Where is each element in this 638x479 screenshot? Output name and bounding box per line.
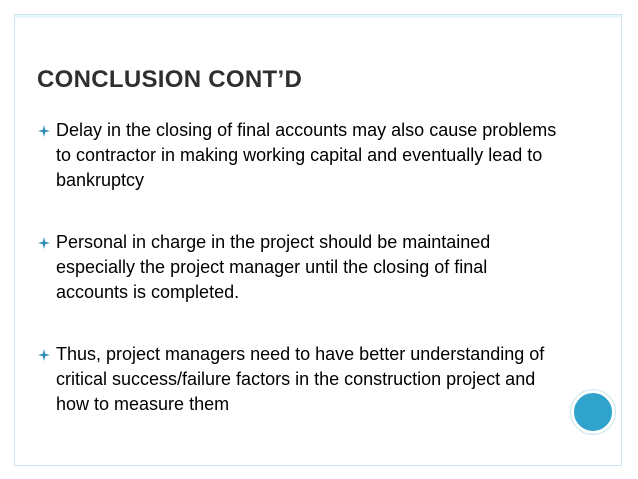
diamond-star-bullet-icon [38,237,50,249]
diamond-star-bullet-icon [38,349,50,361]
bullet-item [38,342,558,417]
diamond-star-bullet-icon [38,125,50,137]
bullet-text: Personal in charge in the project should be maintained especially the project manager until the closing of final accounts is completed. [56,232,491,302]
slide-title: CONCLUSION CONT’D [37,66,303,93]
bullet-item [38,118,558,193]
bullet-item [38,230,558,305]
top-band [15,15,621,18]
bullet-text: Thus, project managers need to have better understanding of critical success/failure factors in the construction project and how to measure them [56,344,545,414]
bullet-text: Delay in the closing of final accounts may also cause problems to contractor in making working capital and eventually lead to bankruptcy [56,120,557,190]
corner-accent-circle [571,390,615,434]
bullet-list [38,118,558,454]
